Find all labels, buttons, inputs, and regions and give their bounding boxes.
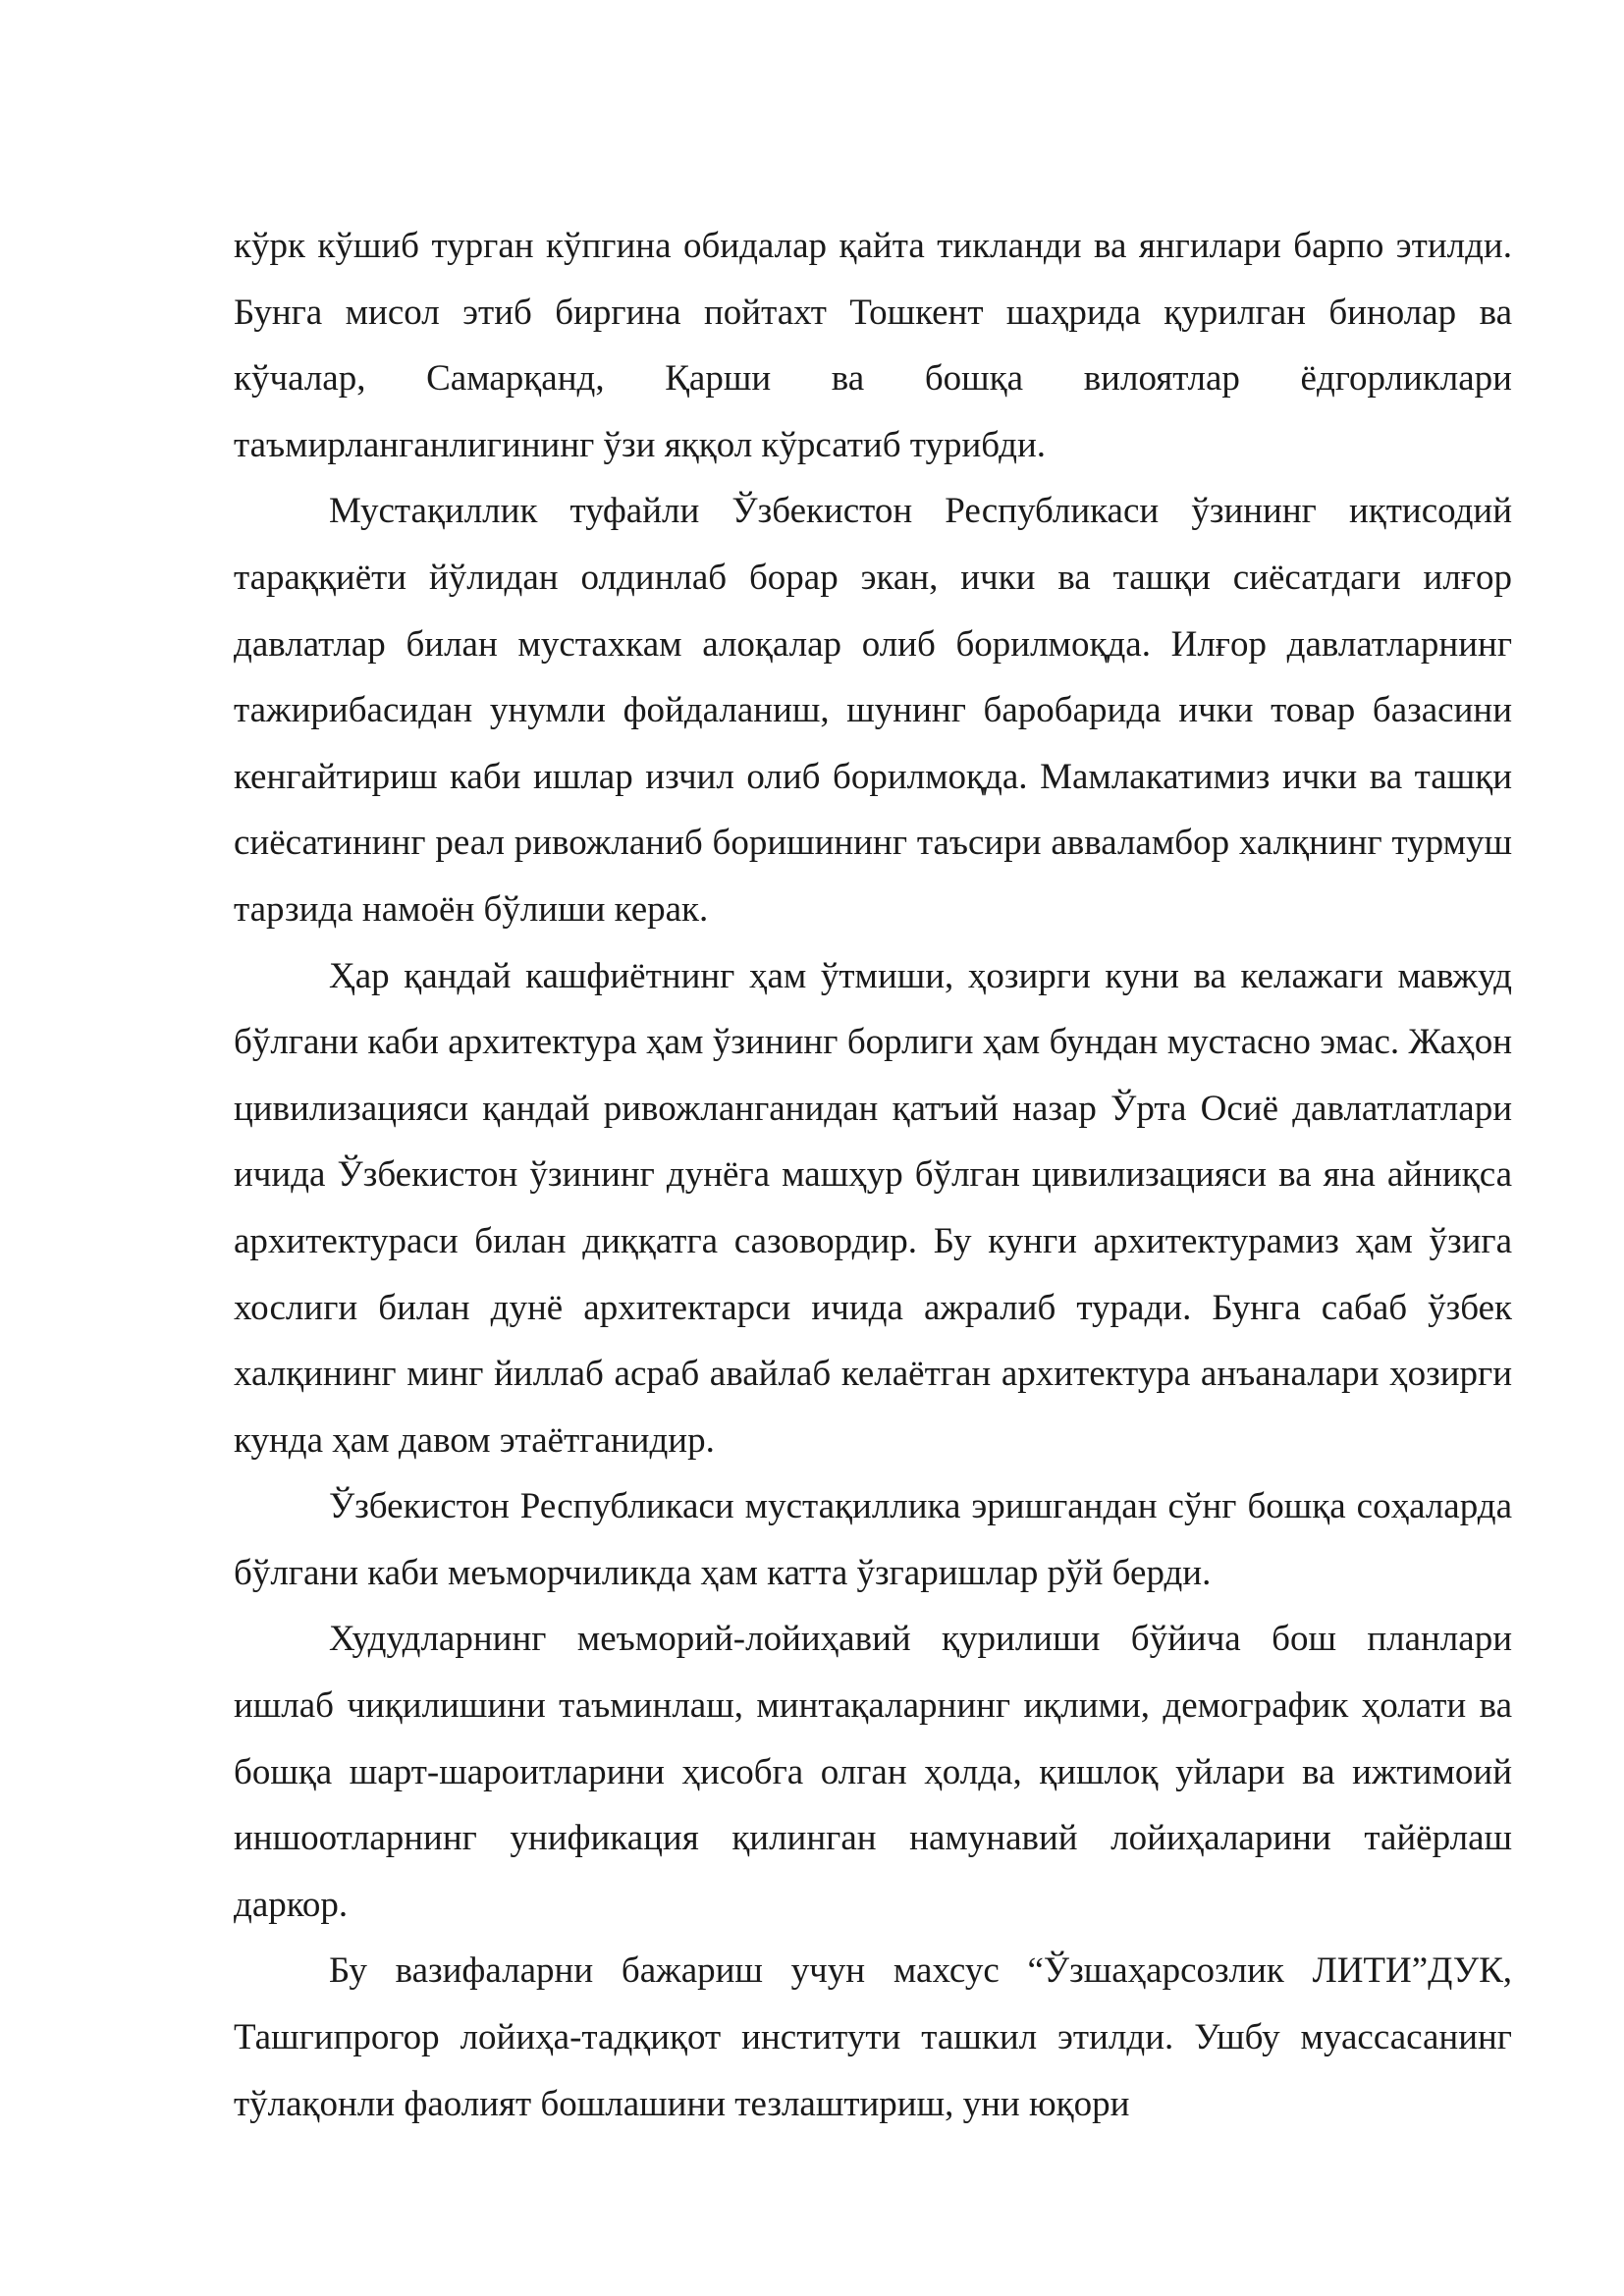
paragraph-4: Ўзбекистон Республикаси мустақиллика эришгандан сўнг бошқа соҳаларда бўлгани каби меъморчиликда ҳам катта ўзгаришлар рўй берди. [234, 1486, 1512, 1593]
paragraph-5: Худудларнинг меъморий-лойиҳавий қурилиши бўйича бош планлари ишлаб чиқилишини таъминлаш, минтақаларнинг иқлими, демографик ҳолати ва бошқа шарт-шароитларини ҳисобга олган ҳолда, қишлоқ уйлари ва ижтимоий иншоотларнинг унификация қилинган намунавий лойиҳаларини тайёрлаш даркор. [234, 1619, 1512, 1925]
document-body [234, 213, 1512, 2137]
paragraph-1: кўрк кўшиб турган кўпгина обидалар қайта тикланди ва янгилари барпо этилди. Бунга мисол этиб биргина пойтахт Тошкент шаҳрида қурилган бинолар ва кўчалар, Самарқанд, Қарши ва бошқа вилоятлар ёдгорликлари таъмирланганлигининг ўзи яққол кўрсатиб турибди. [234, 226, 1512, 465]
paragraph-6: Бу вазифаларни бажариш учун махсус “Ўзшаҳарсозлик ЛИТИ”ДУК, Ташгипрогор лойиҳа-тадқиқот институти ташкил этилди. Ушбу муассасанинг тўлақонли фаолият бошлашини тезлаштириш, уни юқори [234, 1950, 1512, 2124]
paragraph-3: Ҳар қандай кашфиётнинг ҳам ўтмиши, ҳозирги куни ва келажаги мавжуд бўлгани каби архитектура ҳам ўзининг борлиги ҳам бундан мустасно эмас. Жаҳон цивилизацияси қандай ривожланганидан қатъий назар Ўрта Осиё давлатлатлари ичида Ўзбекистон ўзининг дунёга машҳур бўлган цивилизацияси ва яна айниқса архитектураси билан диққатга сазовордир. Бу кунги архитектурамиз ҳам ўзига хослиги билан дунё архитектарси ичида ажралиб туради. Бунга сабаб ўзбек халқининг минг йиллаб асраб авайлаб келаётган архитектура анъаналари ҳозирги кунда ҳам давом этаётганидир. [234, 955, 1512, 1461]
paragraph-2: Мустақиллик туфайли Ўзбекистон Республикаси ўзининг иқтисодий тараққиёти йўлидан олдинлаб борар экан, ички ва ташқи сиёсатдаги илғор давлатлар билан мустахкам алоқалар олиб борилмоқда. Илғор давлатларнинг тажирибасидан унумли фойдаланиш, шунинг баробарида ички товар базасини кенгайтириш каби ишлар изчил олиб борилмоқда. Мамлакатимиз ички ва ташқи сиёсатининг реал ривожланиб боришининг таъсири авваламбор халқнинг турмуш тарзида намоён бўлиши керак. [234, 491, 1512, 930]
